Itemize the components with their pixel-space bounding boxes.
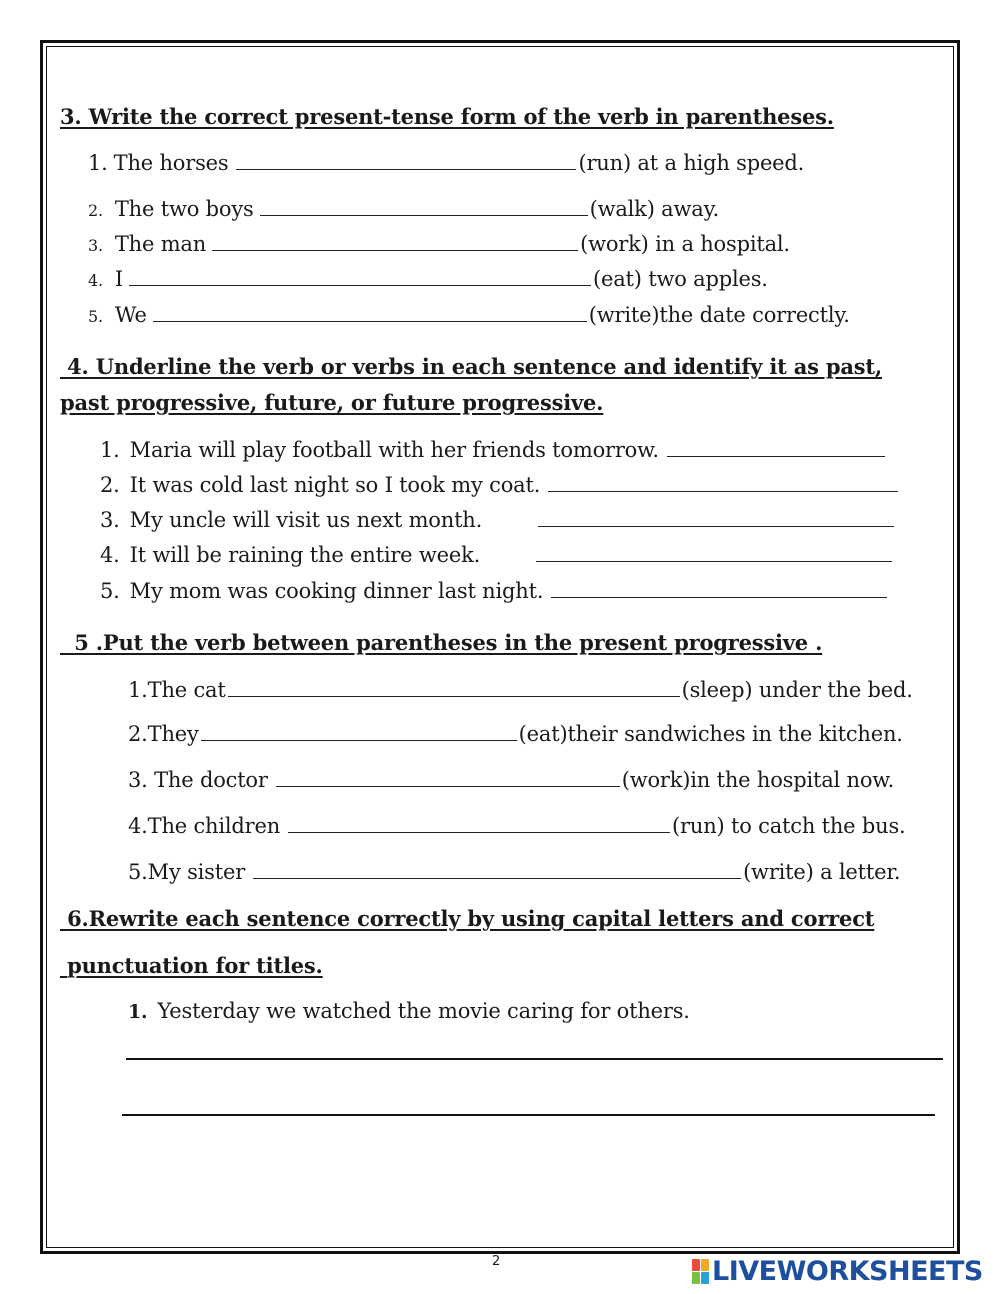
logo-tile-3 xyxy=(692,1272,700,1284)
s5-item-4-after: (run) to catch the bus. xyxy=(672,814,906,838)
s3-item-2-before: The two boys xyxy=(114,197,254,221)
page-number: 2 xyxy=(492,1254,501,1269)
section-3-heading: 3. Write the correct present-tense form of the verb in parentheses. xyxy=(60,104,834,129)
s3-item-5-num: 5. xyxy=(88,307,103,326)
s3-item-4-before: I xyxy=(114,267,123,291)
s4-item-2 xyxy=(100,473,900,497)
logo-tile-4 xyxy=(701,1272,709,1284)
s3-item-2-after: (walk) away. xyxy=(589,197,719,221)
s3-item-1 xyxy=(88,151,804,175)
s5-item-5-blank[interactable] xyxy=(253,860,741,879)
s4-item-2-text: It was cold last night so I took my coat. xyxy=(129,473,541,497)
s4-item-5-num: 5. xyxy=(100,579,120,603)
s6-item-1-text: Yesterday we watched the movie caring for others. xyxy=(157,999,690,1023)
s5-item-4-blank[interactable] xyxy=(288,814,670,833)
s6-answer-line-1[interactable] xyxy=(126,1058,943,1060)
s3-item-1-before: The horses xyxy=(113,151,229,175)
s6-item-1-num: 1. xyxy=(128,1001,148,1023)
s5-item-2-blank[interactable] xyxy=(201,722,517,741)
s3-item-1-num: 1. xyxy=(88,151,108,175)
s5-item-2 xyxy=(128,722,903,746)
s3-item-5 xyxy=(88,303,850,327)
section-5-heading: 5 .Put the verb between parentheses in the present progressive . xyxy=(74,630,823,655)
s4-item-4-blank[interactable] xyxy=(536,543,892,562)
s4-item-5 xyxy=(100,579,889,603)
s5-item-1-before: 1.The cat xyxy=(128,678,226,702)
s3-item-3-before: The man xyxy=(114,232,207,256)
s5-item-5-before: 5.My sister xyxy=(128,860,246,884)
s3-item-5-after: (write)the date correctly. xyxy=(588,303,850,327)
logo-tile-1 xyxy=(692,1259,700,1271)
s3-item-2 xyxy=(88,197,719,221)
s4-item-3-num: 3. xyxy=(100,508,120,532)
s6-item-1 xyxy=(128,999,690,1023)
s5-item-3 xyxy=(128,768,894,792)
s3-item-5-before: We xyxy=(114,303,147,327)
s4-item-4-num: 4. xyxy=(100,543,120,567)
section-4-heading-line-1: 4. Underline the verb or verbs in each sentence and identify it as past, xyxy=(67,354,882,379)
s5-item-4 xyxy=(128,814,906,838)
s3-item-2-num: 2. xyxy=(88,201,103,220)
s5-item-3-blank[interactable] xyxy=(276,768,620,787)
s3-item-4 xyxy=(88,267,768,291)
logo-tile-2 xyxy=(701,1259,709,1271)
section-4-heading-line-2: past progressive, future, or future progressive. xyxy=(60,390,604,415)
section-6-heading-line-1: 6.Rewrite each sentence correctly by using capital letters and correct xyxy=(67,906,875,931)
s5-item-1-after: (sleep) under the bed. xyxy=(681,678,913,702)
s3-item-3-after: (work) in a hospital. xyxy=(580,232,790,256)
s6-answer-line-2[interactable] xyxy=(122,1114,935,1116)
s4-item-2-blank[interactable] xyxy=(548,473,898,492)
s4-item-5-text: My mom was cooking dinner last night. xyxy=(129,579,544,603)
s4-item-4-text: It will be raining the entire week. xyxy=(129,543,481,567)
s4-item-1-text: Maria will play football with her friends tomorrow. xyxy=(129,438,659,462)
s3-item-3-num: 3. xyxy=(88,236,103,255)
s3-item-5-blank[interactable] xyxy=(153,303,587,322)
s5-item-2-before: 2.They xyxy=(128,722,199,746)
s4-item-1-num: 1. xyxy=(100,438,120,462)
s5-item-1-blank[interactable] xyxy=(228,678,680,697)
s4-item-2-num: 2. xyxy=(100,473,120,497)
s3-item-4-num: 4. xyxy=(88,271,103,290)
s4-item-3-blank[interactable] xyxy=(538,508,894,527)
s5-item-5-after: (write) a letter. xyxy=(743,860,901,884)
s3-item-3 xyxy=(88,232,790,256)
s5-item-5 xyxy=(128,860,900,884)
s4-item-4 xyxy=(100,543,894,567)
s4-item-3-text: My uncle will visit us next month. xyxy=(129,508,483,532)
s3-item-3-blank[interactable] xyxy=(212,232,578,251)
s5-item-1 xyxy=(128,678,913,702)
s3-item-4-blank[interactable] xyxy=(129,267,591,286)
logo-text: LIVEWORKSHEETS xyxy=(712,1256,983,1287)
s5-item-3-before: 3. The doctor xyxy=(128,768,268,792)
s4-item-5-blank[interactable] xyxy=(551,579,887,598)
s3-item-4-after: (eat) two apples. xyxy=(592,267,768,291)
s5-item-3-after: (work)in the hospital now. xyxy=(621,768,895,792)
s3-item-1-blank[interactable] xyxy=(236,151,576,170)
s3-item-2-blank[interactable] xyxy=(260,197,588,216)
section-6-heading-line-2: punctuation for titles. xyxy=(67,953,323,978)
s3-item-1-after: (run) at a high speed. xyxy=(578,151,805,175)
s4-item-1 xyxy=(100,438,887,462)
s5-item-2-after: (eat)their sandwiches in the kitchen. xyxy=(518,722,903,746)
s4-item-3 xyxy=(100,508,896,532)
logo-icon xyxy=(692,1259,709,1284)
s4-item-1-blank[interactable] xyxy=(667,438,885,457)
liveworksheets-logo[interactable] xyxy=(692,1256,983,1287)
s5-item-4-before: 4.The children xyxy=(128,814,281,838)
